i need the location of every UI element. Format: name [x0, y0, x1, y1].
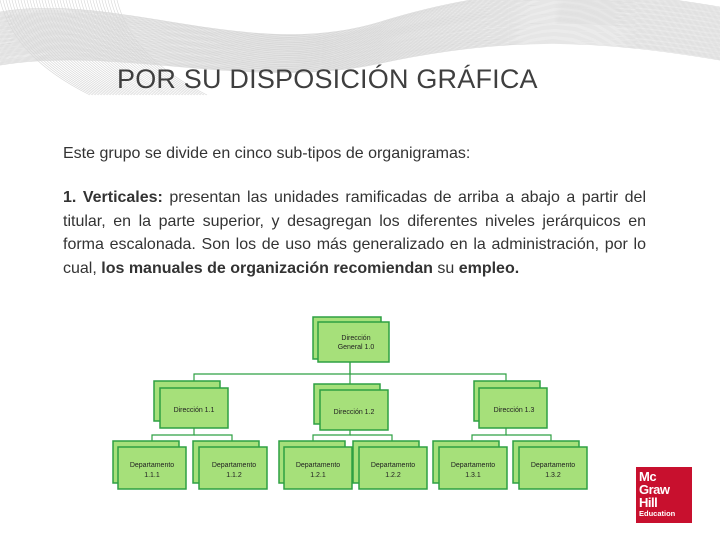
- root-label-line1: Dirección: [341, 335, 371, 342]
- logo-line1: Mc: [639, 469, 657, 484]
- paragraph-end: empleo.: [458, 259, 520, 277]
- paragraph-tail: su: [432, 259, 459, 277]
- direccion-1-2-label: Dirección 1.2: [333, 409, 375, 416]
- org-box-departamento-1-2-1: [279, 441, 352, 489]
- org-box-direccion-1-2: [314, 384, 388, 430]
- dept-1-3-2-line1: Departamento: [530, 462, 576, 469]
- org-box-root: [313, 317, 389, 362]
- paragraph-emphasis: los manuales de organización recomiendan: [101, 259, 433, 277]
- org-box-direccion-1-3: [474, 381, 547, 428]
- dept-1-1-2-line1: Departamento: [211, 462, 257, 469]
- dept-1-2-1-line2: 1.2.1: [310, 472, 326, 479]
- direccion-1-1-label: Dirección 1.1: [173, 407, 215, 414]
- slide-title: POR SU DISPOSICIÓN GRÁFICA: [117, 64, 538, 94]
- dept-1-1-2-line2: 1.1.2: [226, 472, 242, 479]
- org-box-departamento-1-3-1: [433, 441, 507, 489]
- dept-1-1-1-line1: Departamento: [129, 462, 175, 469]
- dept-1-2-2-line2: 1.2.2: [385, 472, 401, 479]
- org-box-departamento-1-1-2: [193, 441, 267, 489]
- logo-line2: Graw: [639, 482, 670, 497]
- mcgraw-hill-education-logo: [636, 467, 692, 523]
- paragraph-body: presentan las unidades ramificadas de arriba a abajo a partir del titular, en la parte superior, y desagregan los diferentes niveles jerárquicos en forma escalonada. Son los de uso más generalizado en la administración, por lo cual,: [63, 189, 647, 277]
- org-box-departamento-1-1-1: [113, 441, 186, 489]
- dept-1-3-1-line2: 1.3.1: [465, 472, 481, 479]
- logo-line3: Hill: [639, 495, 658, 510]
- dept-1-3-2-line2: 1.3.2: [545, 472, 561, 479]
- paragraph-lead: 1. Verticales:: [63, 189, 163, 206]
- dept-1-3-1-line1: Departamento: [450, 462, 496, 469]
- org-box-departamento-1-3-2: [513, 441, 587, 489]
- direccion-1-3-label: Dirección 1.3: [493, 407, 535, 414]
- dept-1-2-1-line1: Departamento: [295, 462, 341, 469]
- org-box-direccion-1-1: [154, 381, 228, 428]
- intro-text: Este grupo se divide en cinco sub-tipos de organigramas:: [63, 145, 471, 162]
- root-label-line2: General 1.0: [337, 344, 375, 351]
- dept-1-2-2-line1: Departamento: [370, 462, 416, 469]
- dept-1-1-1-line2: 1.1.1: [144, 472, 160, 479]
- org-box-departamento-1-2-2: [353, 441, 427, 489]
- logo-line4: Education: [639, 509, 676, 518]
